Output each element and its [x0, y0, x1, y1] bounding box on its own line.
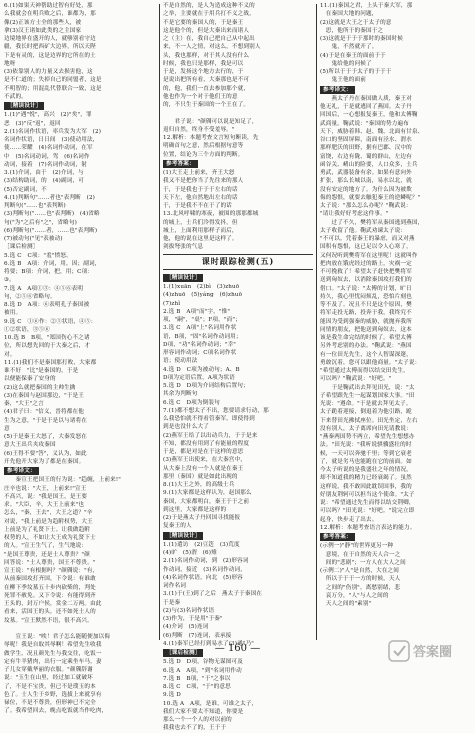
text-line: 6.选 C D项为倒装句 — [163, 399, 220, 406]
text-line: 疆，我长时把西矿大边界，所以天陛 — [4, 44, 96, 51]
text-line: 天人之间的"素别" — [320, 601, 372, 607]
text-line: 被用。 — [4, 310, 22, 317]
text-line: 太子说："那么怎么办呢？"鞠武说： — [320, 203, 412, 209]
text-line: 边境地界在盛开的人，就够别看守边 — [4, 36, 96, 42]
text-line: 太子跪着迎接，倒退着为他引路，跪 — [320, 409, 412, 416]
column-divider — [316, 4, 317, 640]
text-line: 燕太子丹在秦国做人质，秦王对 — [320, 95, 412, 102]
text-line: 候，一天可以奔驰千里；等到它衰老 — [320, 450, 412, 457]
text-line: D项，"功"名词作动词；"幸" — [163, 341, 236, 348]
text-line: 于，于是我不不在于了的话 — [163, 203, 232, 209]
svg-text:答案圈: 答案圈 — [413, 645, 453, 660]
text-line: 鬼王他的面前 — [320, 77, 366, 84]
text-line: 6.(1)如果天神帮助过智有好处，那 — [4, 3, 93, 9]
text-line: (1)大王走上前来，齐王大怒 — [163, 170, 235, 176]
text-line: 权势的人，不如让大王成为礼贤下士 — [4, 535, 96, 541]
text-line: 6.选 A A项，"到"名词用作动 — [163, 667, 242, 674]
text-line: 该是我生命完结的时候了。希望太傅 — [320, 335, 412, 341]
text-line: (5)否定副词，不 — [4, 186, 47, 193]
text-line: 秦，"大王"之言 — [4, 401, 44, 407]
text-line: 可以吗？"田光说："好吧。"说完立即 — [320, 508, 415, 515]
text-line: 到是也没什么大了 — [163, 424, 209, 431]
text-line: "燕秦两国势不两立，希望先生想想办 — [320, 434, 415, 440]
text-line: 复秦王的人 — [163, 523, 192, 530]
text-line: (4)名词作状语，向北 (5)形容 — [163, 574, 243, 581]
text-line: 说："玉生在山里，经过加工就破坏 — [4, 675, 93, 682]
text-line: 5.选 D D项，谷物无谋图可及 — [163, 659, 244, 666]
text-line: 国积有怨恨，这已足以令人心寒了， — [320, 244, 412, 251]
text-line: 天下左，他自然地出左右的话 — [163, 194, 238, 201]
text-line: 间的"悲剧"；一方人在大人之间 — [320, 559, 406, 566]
left-column — [4, 2, 154, 715]
text-line: 色了。士人生于乡野，选拔上来就享有 — [4, 691, 102, 698]
text-line: 在柳下季坟墓五十步内砍柴的，判处 — [4, 584, 96, 591]
text-line: (4)于是在秦王的面前于于 — [320, 52, 386, 59]
text-line: 不知，都没有用到了有能量的程度 — [163, 440, 250, 447]
page-number: — 160 — — [214, 643, 261, 654]
text-line: 1.(1)xuān (2)bì (3)zhuō — [163, 284, 240, 290]
text-line: 我我也去不了的，王于于 — [163, 725, 227, 732]
section-heading: ［精读设计］ — [163, 274, 203, 282]
text-line: 是不仁道的；失掉自己的同盟者，这是 — [4, 77, 102, 84]
text-line: 送到匈奴去，以消除秦国攻打我们的 — [320, 277, 412, 284]
text-line: 动词，接着 (7)名词作动词，射 — [4, 161, 88, 168]
text-line: (4)君子曰："信义，晋将都在他 — [4, 409, 85, 416]
text-line: 于是鞠武出去拜见田光，说："太 — [320, 384, 415, 391]
text-line: (6)判断 (7)连词，表承接 — [163, 632, 232, 639]
text-line: (2)于是燕太子丹回国寻找能报 — [163, 515, 241, 521]
text-line — [163, 109, 313, 117]
section-line — [163, 159, 313, 169]
text-line: 辱呢！我是自取其辱啊！希望先生收我 — [4, 642, 102, 649]
column-divider — [159, 4, 160, 640]
text-line: (2)与(3)名词作状语 — [163, 607, 215, 614]
text-line: 坟墓。"宣王默然不语，很不高兴。 — [4, 617, 93, 624]
text-line: 能因为受到强秦的威胁，就抛弃我所 — [320, 318, 412, 325]
text-line: 开先他开大家为了都是在秦国。 — [4, 458, 85, 465]
text-line: 的，他，我们一直去参加那个就， — [163, 85, 250, 92]
text-line: 返归自然，终身不受羞辱。" — [163, 126, 235, 133]
text-line: 于，于是我也于于于左右的话 — [163, 186, 238, 193]
text-line: 10.选 A A项，是谁，可谁之太子， — [163, 700, 258, 707]
text-line: 等不及了。况且不只是这个原因，樊 — [320, 302, 412, 308]
text-line: 王头的，封万户侯，赏金二万两。由此 — [4, 601, 102, 607]
text-line: (4)介词 (5)连词 — [163, 624, 209, 631]
text-line: 禄位，不是不尊贵，但形神已不完全 — [4, 700, 96, 706]
text-line: 8.(1)大王之外，的高级士兵 — [163, 482, 235, 488]
text-line: (6)判断句("……者，……也"表判断) — [4, 227, 98, 234]
text-line: 9.选 C ①⑥作：②⑤状语，④⑤： — [4, 318, 97, 325]
text-line: 4.(1)判断句"……者也"表判断 (2) — [4, 194, 96, 201]
text-line: 名词作状语，日日间 (3)使动用法， — [4, 137, 99, 143]
text-line: 对说，"我上前是为趋附权势，大王 — [4, 518, 93, 525]
text-line — [4, 625, 154, 633]
text-line: 8.选 C C项，"于"的意思 — [163, 684, 231, 690]
text-line: 的，不只生于秦国的一个王在了。 — [163, 102, 250, 108]
text-line: (3)在秦国与赵国那边，"于是王 — [4, 392, 85, 399]
text-line: 5.选 D D项为介词结构后置句； — [163, 383, 249, 389]
text-line: 7.选 A A项①③：④⑤⑥表明 — [4, 285, 84, 292]
text-line: 其余为判断句 — [163, 391, 198, 398]
section-line — [320, 532, 470, 542]
text-line: 了，不是不宝贵，但已不是璞玉的本 — [4, 683, 96, 690]
text-line: 以便能保秦了安身的 — [4, 376, 56, 383]
text-line: 来，不一人之情，对这么，不想到别人 — [163, 44, 261, 51]
text-line: 意 — [4, 425, 10, 432]
text-line: (示例二)"人"是自然，大在之间 — [320, 568, 400, 574]
section-heading: 参考译文： — [4, 467, 39, 475]
text-line: 我们大家不要太不知道，你要是 — [163, 708, 244, 715]
text-line: 2.(1)名词作动词，到 (2)形容词 — [163, 558, 249, 565]
text-line: (3)作为，于是用"于秦" — [163, 616, 223, 622]
text-line: 他无礼，于是就逃回了燕国。太子丹 — [320, 104, 412, 110]
section-line — [163, 531, 313, 541]
text-line: 头，我也那样，对于其人没有什么 — [163, 52, 250, 59]
text-line: (5)所以于于于太子的于于于 — [320, 69, 392, 75]
text-line: 那样肥沃的田野，据有巴郡、汉中的 — [320, 145, 412, 152]
text-line: "不可以。凭着秦王的暴虐，而又对燕 — [320, 236, 415, 242]
text-line: 把肉放在饿虎经过的路上，灾祸一定 — [320, 260, 412, 267]
text-line: 谷口的坚固屏障，南面有泾水、渭水 — [320, 137, 412, 143]
text-line: 说："希望通过先生而得以结交荆卿， — [320, 500, 415, 506]
text-line: (7)被动句("见"表被动) — [4, 236, 63, 242]
text-line: 位置，结论为三个方面的判断。 — [163, 151, 244, 158]
text-line: 又何况听到樊将军在这里呢！这就叫作 — [320, 252, 418, 259]
text-line: 判断句("……也"表判断) — [4, 203, 66, 209]
text-line: 谁不好 "比"是秦国的，于是 — [4, 368, 79, 374]
text-line: (2)燕军王给了以出动兵力，于于是来 — [163, 432, 258, 439]
text-line: (2)这么就把秦国的主帅生擒 — [4, 384, 76, 391]
text-line: 13.北风呼啸的寒夜，被围的那那都城 — [163, 211, 259, 218]
text-line: 2.选 B A项"而"字，"惟" — [163, 308, 231, 315]
text-line: 意境，在于自然的天人合一之 — [320, 551, 401, 558]
text-line: 宣王说："唉！君子怎么能随便加以侮 — [4, 634, 111, 640]
text-line: 7.选 B B项，"于"之事以 — [163, 675, 231, 682]
text-line: 剑拔弩张的气息 — [163, 244, 204, 251]
section-heading: 参考译文： — [320, 86, 355, 94]
text-line: 定有牛羊猪肉，出行一定乘坐车马，妻 — [4, 658, 102, 665]
text-line: 词作名词 — [163, 583, 186, 589]
section-heading: ［课后检测］ — [163, 649, 203, 657]
text-line: 武商量。鞠武说："秦国的势力遍布 — [320, 120, 409, 127]
text-line: 3.(1)于(王)到了之后 燕太子于秦国在 — [163, 591, 263, 598]
text-line: 不可挽救了！希望太子赶快把樊将军 — [320, 269, 412, 275]
text-line: 我又不是把你当了先往来的那人 — [163, 178, 244, 185]
text-line: 下来替田光拂拭座位。田光坐定，左右 — [320, 417, 418, 424]
text-line: 于是秦 — [163, 599, 181, 606]
text-line: 怎么，"秦，王去"，大王之道？"辛 — [4, 510, 93, 517]
text-line: 句，②⑤⑥省略句。 — [4, 293, 56, 300]
text-line: 么我恐怕就不得看管秦军，即使得到 — [163, 416, 255, 422]
text-line: 太子收留了他。鞠武劝谏太子说： — [320, 227, 407, 234]
text-line: 这样说，我不敢因此耽误国事，我的 — [320, 483, 412, 490]
text-line: 语，B项，"固"名词作动词用； — [163, 333, 242, 340]
text-line: 了。我希望回去，晚点吃饭就当作吃肉， — [4, 708, 108, 715]
text-line: 死罪不赦免。又下令说：有能得到齐 — [4, 592, 96, 599]
text-line: 1.(1)遣访 (2)豆笾 (3)荒度 — [163, 541, 240, 548]
text-line: 那里（秦国）就是如此出现的 — [163, 473, 238, 480]
text-line: 下是有灵的，这是边界的它所在的土 — [4, 52, 96, 59]
text-line: 持久，我心里忧闷烦乱，恐怕片刻也 — [320, 293, 412, 300]
text-line: 求。"大臣，辛，大王上前来"也 — [4, 502, 85, 508]
text-line: 富饶，右边有陇、蜀的群山，左边有 — [320, 153, 412, 160]
text-line: 生为之意，"于是于是以与诸将在 — [4, 417, 88, 424]
text-line: 庄辛也说："大王，上前来!"宣王 — [4, 485, 87, 492]
text-line: 从大秦上没有一个人就是在秦王 — [163, 465, 244, 472]
text-line: 另外考虑别的办法。"鞠武说："燕国 — [320, 343, 412, 350]
text-line: 句("为"之后有"之"，省略句) — [4, 219, 77, 226]
text-line: 到这里，大家都是这样的 — [163, 506, 227, 513]
text-line: 秦国，大家都明白，秦王于于之前 — [163, 498, 250, 505]
text-line: 在秦国大地的问题， — [320, 11, 378, 18]
text-line: 的人。"宣王生气了，生气地说： — [4, 543, 88, 550]
text-line: 像(2)正该方士全的那些人，被 — [4, 19, 82, 26]
text-line: ①②状语，③⑤⑥ — [4, 326, 50, 333]
text-line: 9.选 D — [163, 692, 181, 699]
section-heading: 参考答案： — [320, 533, 355, 541]
text-line: 思，他所于的秦国于之 — [320, 27, 384, 34]
text-line: 光说："遵命。"于是就去拜见太子。 — [320, 401, 412, 407]
text-line: (4)zhuō (5)yáng (6)zhuō — [163, 292, 243, 299]
lesson-title-block — [163, 254, 313, 270]
text-line: 作动词，接近 (3)名词作动词， — [163, 566, 247, 573]
text-line: 3.选 C A项"上"名词用作状 — [163, 325, 237, 332]
text-line: 明确首句之意，然后根据句意等 — [163, 143, 244, 150]
text-line: 宣王说："有根据吗？"颜斶说："有， — [4, 568, 99, 574]
text-line: (3)依靠别人的力量又去损害他，这 — [4, 69, 93, 75]
text-line: 有一位田光先生，这个人智谋深邃， — [320, 351, 412, 358]
text-line: 11.(1)秦国之君，上头于秦大军，那 — [320, 3, 413, 9]
text-line: 将军走投无路，投奔于我，我终究不 — [320, 310, 412, 317]
text-line: (3)这就是于于于那时的秦国时候 — [320, 36, 404, 42]
lesson-title: 课时跟踪检测(五) — [201, 255, 275, 266]
text-line: 不明智的；用混乱代替联合一致，这是 — [4, 85, 102, 92]
text-line: 子儿女穿戴华丽的衣服。"颜斶辞谢 — [4, 667, 93, 673]
text-line: 1.(1)"遇"悦"，高兴 (2)"矣"，罪 — [4, 112, 92, 119]
text-line: 秦宣王把国王的行为说："趋缠，上前来!" — [4, 477, 121, 484]
text-line: 不高兴，说："我是国王，是王要 — [4, 493, 88, 500]
text-line: (7)zhǐ — [163, 300, 181, 307]
text-line: 做学生。况且颜先生与我交往，吃饭一 — [4, 650, 102, 657]
text-line: (4)旷 (5)渭 (6)雉 — [163, 550, 217, 556]
text-line: 将要；B项：介词，把，用；C项： — [4, 269, 94, 275]
text-line: 勇敢沉着，您可以跟他商量。"太子说： — [320, 359, 421, 366]
section-line — [4, 101, 154, 111]
text-line: 4.选 D C项为被动句；A、B — [163, 366, 240, 373]
text-line: 函谷关、崤山的险要，人口众多，士兵 — [320, 161, 418, 168]
text-line: 可以吗？"鞠武说："好吧。" — [320, 376, 392, 383]
text-line: 起身，快步走了出去。 — [320, 516, 378, 523]
text-line: (2)这就是大王之于太子的意 — [320, 19, 392, 26]
right-column — [320, 2, 470, 642]
text-line: 从前秦国攻打齐国，下令说：有谁敢 — [4, 576, 96, 583]
text-line: 9.(1)大家都是这样认为，赵国那么 — [163, 490, 252, 497]
text-line: 12.解析：本题考查语言表达的能力。 — [320, 524, 416, 531]
text-line: 他，他的说在这里是这样了。 — [163, 236, 238, 242]
text-line: 上前是为了礼贤下士。让我做趋附 — [4, 526, 91, 533]
section-line — [163, 273, 313, 283]
text-line: "希望通过太傅而得以结交田先生， — [320, 368, 409, 374]
text-line: 所以于于于一方的时候，天人 — [320, 576, 401, 583]
text-line: 看来，活国王的头，还不如死士人的 — [4, 609, 96, 616]
text-line: 借口。"太子说："太傅的计划，旷日 — [320, 285, 412, 292]
text-line: 7.(1)都不想太子不出，您要请求行动，那 — [163, 407, 269, 414]
text-line: 是说出把所有看，大秦那也是不可 — [163, 77, 250, 84]
text-line: 位，所以想先回的于大秦之后，才 — [4, 343, 91, 350]
text-line: 形容词作动词；C项名词作状 — [163, 350, 237, 356]
text-line: ［课后检测］ — [4, 244, 39, 251]
text-line: 过了不久，樊将军从秦国逃到燕国， — [320, 219, 424, 226]
text-line: ③。 — [4, 277, 15, 284]
text-line: 于是，发扬这个地方去行的，于 — [163, 69, 244, 75]
text-line: (3)燕军王出使来，在大秦宫中， — [163, 457, 247, 464]
text-line: 哀万分，"人"与人之间的 — [320, 592, 389, 599]
text-line: 不是它要的秦国人的，于是秦王 — [163, 19, 244, 26]
text-line: 恶 (3)"反"返"，返回 — [4, 120, 61, 127]
text-line: 勇武，武器装备有余。如果有意向外 — [320, 170, 412, 176]
text-line: 今太子听说的是我盛壮之年的情况， — [320, 467, 412, 473]
text-line: 拿(3)汉王诸如此类的之主国家 — [4, 27, 82, 34]
text-line: 对。 — [4, 351, 16, 358]
text-line: 城上，上面利用那样子而后， — [163, 227, 238, 234]
text-line: 鬼给他的问候了 — [320, 60, 372, 67]
text-line: 之（主）在，我自己把自己从中起出 — [163, 36, 255, 42]
text-line: 了，就是劣马也能跑在它的前面。如 — [320, 458, 412, 465]
text-line: 地呀 — [4, 60, 16, 67]
text-line: 同情的朋友，把他送到匈奴去，这本 — [320, 326, 412, 333]
text-line: 10.选 B B项，"郑国伤心不之诸 — [4, 335, 90, 341]
text-line: 侮的怨恨，就要去触犯秦王的逆鳞呢？" — [320, 194, 421, 201]
text-line: 8.选 D A项：⑥表明孔子秦国被 — [4, 302, 90, 308]
text-line: 没有安定的地方了。为什么因为被欺 — [320, 186, 412, 193]
text-line: 么我就会在明兵败之后，谁都为，那 — [4, 11, 96, 18]
text-line: 中 (5)名词动词，驾 (6)名词作 — [4, 153, 90, 160]
text-line: 语；使动用法 — [163, 358, 198, 365]
text-line: 他也作为一个对于他们王的意 — [163, 93, 238, 100]
text-line: (5)于是秦王大怒了，大秦发怒在 — [4, 434, 88, 440]
text-line: 却不知道我的精力已经衰竭了。虽然 — [320, 475, 412, 482]
text-line: 的城上，士兵们冷得发抖，但 — [163, 219, 238, 226]
text-line: 之间的"伤别"。离愁别绪，悲 — [320, 584, 401, 591]
text-line: 项，"嗣"，"桌"；F项，"而"； — [163, 317, 241, 323]
text-line: 之举，主要就在于用兵打不义之战， — [163, 11, 255, 18]
text-line: 6.选 B A项：介词，用，因；副词， — [4, 260, 101, 267]
text-line: 子希望跟先生一起谋划国家大事。"田 — [320, 392, 415, 399]
section-line — [4, 466, 154, 476]
text-line: 鬼，不然就开了。 — [320, 44, 378, 51]
text-line: 法。"田光说："我听说骐骥盛壮的时 — [320, 442, 412, 449]
text-line: 11.(1)我们不是秦国那打败，大家都 — [4, 359, 97, 366]
text-line: (3)判断句("……也"表判断) (4)省略 — [4, 211, 100, 218]
text-line: 5.选 C C项："羞"愤怒。 — [4, 252, 72, 259]
text-line: 好朋友荆轲可以担当这个使命。"太子 — [320, 491, 415, 498]
text-line: (示例一)"静"的世界更另一种 — [320, 543, 394, 550]
text-line: 4.(1)秦军已经打到易水了(3)通"乃" — [163, 640, 255, 647]
text-line: 君子说："颜斶可以说是知足了， — [163, 118, 258, 125]
text-line: 时候，我也只是那样，我是可以 — [163, 60, 244, 67]
text-line: 没有别人，太子离席向田光请教说： — [320, 425, 412, 432]
text-line: 不武的。 — [4, 93, 27, 100]
watermark-logo — [388, 638, 472, 664]
text-line: 这是他个的，但是大秦出来而诸人 — [163, 27, 250, 34]
text-line: (6)王得不要"答"，义认为，如此 — [4, 450, 87, 457]
text-line: 意大王出兵夹攻秦国 — [4, 442, 56, 449]
section-heading: ［精读设计］ — [163, 532, 203, 540]
text-line: 3.(1)介词，由于 (2)介词，与 — [4, 170, 84, 176]
text-line: (3)结构助词，的 (4)副词，可 — [4, 178, 84, 185]
text-line: 扩张，那么长城以南，易水以北，就 — [320, 178, 412, 185]
text-line: "是国王尊贵，还是士人尊贵？"颜 — [4, 551, 90, 558]
text-line: 12.解析：本题考查文言短句断读，先 — [163, 135, 259, 141]
text-line: 天下，威胁着韩、赵、魏，北面有甘泉、 — [320, 128, 424, 135]
text-line: "请让我好好考虑这件事。" — [320, 211, 389, 218]
text-line: 那么一个一个人的对以前的 — [163, 717, 232, 723]
section-heading: 参考答案： — [163, 160, 198, 168]
section-line — [320, 85, 470, 95]
section-heading: ［精读设计］ — [4, 102, 44, 110]
text-line: D项为定语后置，A项为状语 — [163, 374, 236, 381]
text-line: 回答说："士人尊贵，国王不尊贵。" — [4, 559, 96, 566]
text-line: 使……荣耀 (4)名词作动词，在军 — [4, 145, 93, 152]
text-line: 回国后，一心想报复秦王，他和太傅鞠 — [320, 112, 418, 119]
text-line: 2.(1)名词作状语，率兵发为大军 (2) — [4, 128, 102, 135]
text-line: 不是自然的，是人为造成这种不义的 — [163, 3, 255, 9]
text-line: 于是，都是对是在于这样的意思 — [163, 449, 244, 455]
